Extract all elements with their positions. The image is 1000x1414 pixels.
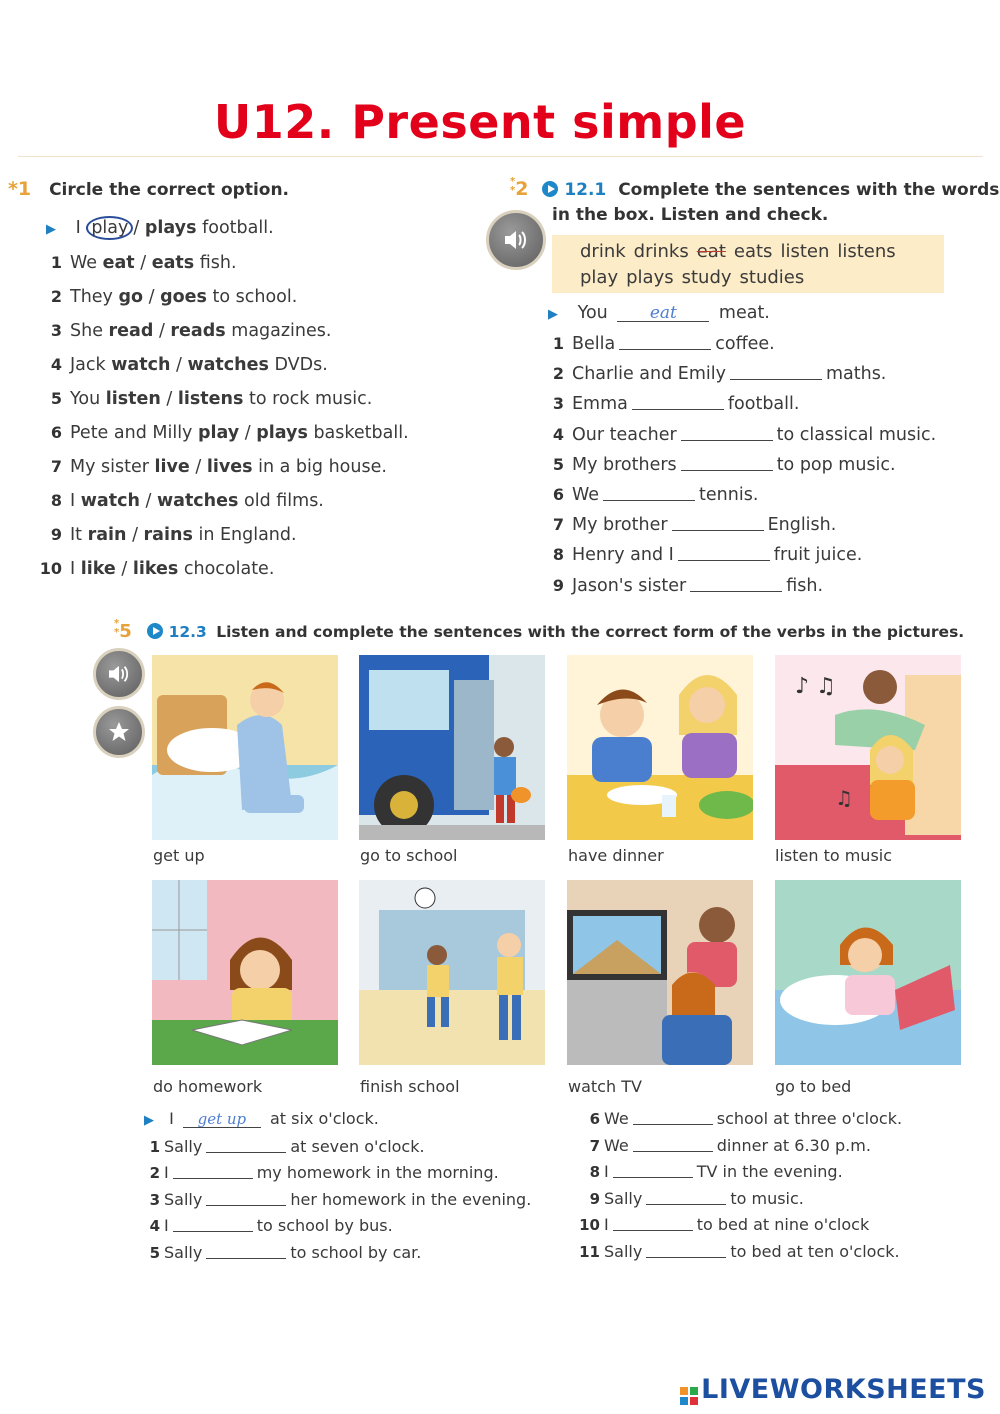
answer-blank[interactable] [672, 514, 764, 531]
item-ending: to bed at ten o'clock. [730, 1241, 900, 1261]
item-subject: Henry and I [572, 545, 674, 566]
item-number: 1 [552, 334, 564, 353]
item-ending: at seven o'clock. [290, 1136, 425, 1156]
item-subject: Pete and Milly [70, 423, 193, 443]
ex1-item: 1 We eat / eats fish. [38, 246, 409, 280]
option-a[interactable]: read [108, 321, 154, 341]
item-ending: to pop music. [776, 454, 896, 475]
answer-blank[interactable] [646, 1241, 726, 1258]
caption-get-up: get up [153, 846, 205, 865]
ex1-list [38, 211, 409, 586]
ex2-header [510, 176, 999, 203]
item-ending: in England. [198, 525, 297, 545]
caption-go-to-bed: go to bed [775, 1077, 852, 1096]
item-subject: Our teacher [572, 424, 677, 445]
word-box-word: play [580, 267, 619, 288]
word-box-word: study [681, 267, 732, 288]
answer-blank[interactable] [681, 454, 773, 471]
word-box-word: drink [580, 241, 626, 262]
picture-do-homework [152, 880, 338, 1065]
item-ending: TV in the evening. [696, 1162, 843, 1182]
liveworksheets-logo: LIVEWORKSHEETS [680, 1374, 986, 1405]
word-box-word: drinks [633, 241, 689, 262]
item-subject: We [604, 1135, 629, 1155]
answer-blank[interactable] [619, 333, 711, 350]
item-ending: old films. [244, 491, 324, 511]
item-number: 3 [552, 394, 564, 414]
item-number: 5 [149, 1243, 160, 1262]
item-subject: We [604, 1109, 629, 1128]
caption-have-dinner: have dinner [568, 846, 664, 865]
caption-listen-to-music: listen to music [775, 846, 893, 865]
item-number: 4 [149, 1217, 160, 1236]
ex5-example: ▶ I get up at six o'clock. [144, 1109, 379, 1128]
item-ending: fish. [786, 575, 824, 596]
ex5-item [578, 1186, 902, 1213]
ex2-instruction-line2: in the box. Listen and check. [552, 205, 829, 225]
answer-blank[interactable] [690, 575, 782, 592]
item-ending: to school by car. [290, 1242, 422, 1262]
caption-watch-tv: watch TV [568, 1077, 642, 1096]
item-subject: Sally [604, 1241, 643, 1261]
item-subject: We [572, 485, 600, 506]
item-subject: Sally [164, 1136, 203, 1156]
ex2-track: 12.1 [564, 180, 607, 200]
option-b[interactable]: reads [170, 321, 226, 341]
option-b[interactable]: goes [160, 287, 207, 307]
item-subject: We [70, 253, 98, 273]
item-number: 10 [579, 1216, 600, 1235]
option-a[interactable]: go [118, 287, 144, 307]
item-number: 9 [552, 575, 564, 595]
answer-blank[interactable] [206, 1242, 286, 1259]
ex2-example-answer: eat [617, 305, 709, 322]
item-subject: You [70, 389, 101, 409]
title-divider [18, 156, 983, 157]
picture-finish-school [359, 880, 545, 1065]
word-box-row [580, 265, 944, 291]
item-subject: Jason's sister [572, 575, 687, 596]
item-ending: dinner at 6.30 p.m. [716, 1135, 871, 1155]
option-b[interactable]: likes [132, 559, 179, 579]
option-a[interactable]: listen [105, 389, 161, 409]
item-number: 8 [589, 1163, 600, 1182]
ex1-example-option[interactable]: plays [144, 218, 197, 238]
ex1-item: 6 Pete and Milly play / plays basketball. [38, 416, 409, 450]
item-ending: DVDs. [274, 355, 328, 375]
option-a[interactable]: rain [87, 525, 127, 545]
item-number: 2 [552, 364, 564, 384]
item-number: 9 [50, 525, 62, 544]
ex5-stars-icon: * * [114, 618, 120, 638]
ex1-instruction: Circle the correct option. [49, 180, 290, 200]
ex5-item [578, 1133, 902, 1160]
ex2-instruction-line1: Complete the sentences with the words [618, 180, 1000, 200]
ex2-example: ▶ You eat meat. [548, 303, 770, 323]
ex5-instruction: Listen and complete the sentences with the correct form of the verbs in the pictures. [216, 623, 965, 641]
item-subject: I [604, 1215, 609, 1235]
answer-blank[interactable] [613, 1214, 693, 1231]
word-box-word: eats [733, 241, 773, 262]
ex5-right-list [578, 1106, 902, 1266]
ex2-item [542, 389, 936, 419]
ex1-item: 5 You listen / listens to rock music. [38, 382, 409, 416]
ex2-item [542, 420, 936, 450]
ex5-item [138, 1213, 531, 1240]
ex5-left-list [138, 1106, 531, 1267]
item-ending: to music. [730, 1188, 804, 1208]
option-b[interactable]: rains [143, 525, 193, 545]
item-subject: Bella [572, 334, 616, 354]
liveworksheets-logo-icon [680, 1387, 698, 1405]
ex2-stars-icon: * * [510, 176, 516, 196]
option-b[interactable]: listens [177, 389, 244, 409]
item-ending: to bed at nine o'clock [696, 1215, 870, 1235]
item-number: 6 [50, 423, 62, 442]
caption-do-homework: do homework [153, 1077, 263, 1096]
ex5-header [114, 619, 964, 645]
ex1-example-option-circled[interactable]: play [86, 216, 133, 240]
item-number: 1 [149, 1137, 160, 1156]
example-arrow-icon: ▶ [46, 222, 56, 237]
option-b[interactable]: lives [206, 457, 253, 477]
ex5-item [138, 1160, 531, 1187]
ex2-audio-play-icon[interactable] [542, 181, 558, 197]
ex2-item [542, 329, 936, 359]
ex1-item: 2 They go / goes to school. [38, 280, 409, 314]
option-a[interactable]: like [80, 559, 116, 579]
answer-blank[interactable] [730, 363, 822, 380]
item-ending: in a big house. [258, 457, 387, 477]
ex1-example: ▶ I play / plays football. [46, 218, 274, 238]
item-ending: school at three o'clock. [716, 1109, 903, 1128]
item-number: 7 [552, 515, 564, 535]
item-ending: maths. [825, 364, 887, 385]
ex2-item [542, 359, 936, 389]
ex2-item [542, 510, 936, 540]
item-subject: Sally [604, 1188, 643, 1208]
answer-blank[interactable] [633, 1108, 713, 1125]
item-number: 1 [50, 253, 62, 272]
item-number: 6 [589, 1110, 600, 1128]
answer-blank[interactable] [678, 544, 770, 561]
option-b[interactable]: plays [256, 423, 308, 443]
item-number: 5 [50, 389, 62, 408]
ex1-item: 9 It rain / rains in England. [38, 518, 409, 552]
ex2-item [542, 540, 936, 570]
item-subject: Sally [164, 1189, 203, 1209]
picture-watch-tv [567, 880, 753, 1065]
item-ending: to classical music. [776, 424, 937, 445]
ex5-item [138, 1240, 531, 1267]
svg-text:♫: ♫ [835, 786, 853, 810]
item-ending: to rock music. [249, 389, 373, 409]
word-box-word: listen [780, 241, 830, 262]
item-subject: I [164, 1163, 169, 1183]
answer-blank[interactable] [206, 1189, 286, 1206]
ex1-item: 4 Jack watch / watches DVDs. [38, 348, 409, 382]
example-arrow-icon: ▶ [548, 307, 558, 322]
item-subject: Jack [70, 355, 106, 375]
svg-text:♪ ♫: ♪ ♫ [795, 674, 836, 699]
item-ending: basketball. [313, 423, 409, 443]
ex1-item: 3 She read / reads magazines. [38, 314, 409, 348]
item-ending: tennis. [699, 485, 759, 506]
ex2-item [542, 571, 936, 601]
item-number: 3 [50, 321, 62, 340]
word-box-row [580, 239, 944, 265]
ex5-item [138, 1134, 531, 1161]
item-subject: My brothers [572, 454, 677, 475]
item-subject: She [70, 321, 103, 341]
ex2-number: 2 [515, 178, 529, 200]
item-number: 4 [50, 355, 62, 374]
word-box-word: listens [837, 241, 896, 262]
answer-blank[interactable] [632, 393, 724, 410]
item-subject: Emma [572, 394, 628, 415]
word-box-word: studies [739, 267, 805, 288]
ex1-item: 10 I like / likes chocolate. [38, 552, 409, 586]
answer-blank[interactable] [613, 1161, 693, 1178]
picture-go-to-school [359, 655, 545, 840]
option-b[interactable]: eats [151, 253, 195, 273]
option-a[interactable]: eat [102, 253, 135, 273]
ex2-word-box [552, 235, 944, 293]
answer-blank[interactable] [206, 1136, 286, 1153]
answer-blank[interactable] [173, 1215, 253, 1232]
item-number: 4 [552, 424, 564, 444]
item-number: 7 [50, 457, 62, 476]
item-subject: They [70, 287, 113, 307]
item-ending: to school by bus. [256, 1216, 393, 1236]
item-subject: I [70, 559, 76, 579]
ex5-item [578, 1159, 902, 1186]
item-ending: my homework in the morning. [256, 1163, 499, 1183]
item-subject: Charlie and Emily [572, 364, 726, 385]
answer-blank[interactable] [603, 484, 695, 501]
star-icon [107, 720, 131, 744]
ex5-example-answer: get up [183, 1111, 261, 1128]
ex5-item [578, 1239, 902, 1266]
item-ending: magazines. [231, 321, 332, 341]
ex1-header [8, 176, 289, 203]
ex5-audio-button[interactable] [93, 648, 145, 700]
item-ending: football. [727, 394, 800, 415]
ex1-number: *1 [8, 178, 32, 200]
answer-blank[interactable] [681, 424, 773, 441]
option-b[interactable]: watches [156, 491, 239, 511]
item-number: 10 [39, 559, 62, 578]
ex1-item: 8 I watch / watches old films. [38, 484, 409, 518]
item-number: 6 [552, 485, 564, 505]
option-b[interactable]: watches [187, 355, 269, 375]
ex5-audio-play-icon[interactable] [147, 623, 163, 639]
example-arrow-icon: ▶ [144, 1113, 154, 1128]
item-number: 9 [589, 1189, 600, 1208]
item-ending: coffee. [715, 334, 775, 354]
ex5-item [578, 1106, 902, 1133]
item-number: 2 [50, 287, 62, 306]
item-number: 11 [579, 1242, 600, 1261]
item-number: 8 [50, 491, 62, 510]
option-a[interactable]: live [154, 457, 190, 477]
ex5-star-button[interactable] [93, 706, 145, 758]
item-ending: her homework in the evening. [290, 1189, 532, 1209]
page-title: U12. Present simple [213, 95, 747, 149]
item-subject: I [604, 1162, 609, 1182]
ex5-track: 12.3 [168, 623, 207, 641]
ex5-number: 5 [119, 621, 132, 642]
item-ending: fish. [199, 253, 237, 273]
item-subject: I [164, 1216, 169, 1236]
item-ending: to school. [212, 287, 298, 307]
picture-get-up [152, 655, 338, 840]
word-box-word: eat [696, 241, 726, 262]
speaker-icon [107, 664, 131, 684]
word-box-word: plays [626, 267, 674, 288]
item-number: 7 [589, 1136, 600, 1155]
item-ending: English. [767, 515, 837, 536]
answer-blank[interactable] [633, 1135, 713, 1152]
ex2-list [542, 298, 936, 601]
item-subject: My brother [572, 515, 668, 536]
ex2-item [542, 450, 936, 480]
option-a[interactable]: play [198, 423, 240, 443]
ex5-item [578, 1212, 902, 1239]
ex5-item [138, 1187, 531, 1214]
item-number: 3 [149, 1190, 160, 1209]
ex1-item: 7 My sister live / lives in a big house. [38, 450, 409, 484]
item-ending: fruit juice. [773, 545, 863, 566]
option-a[interactable]: watch [80, 491, 140, 511]
caption-finish-school: finish school [360, 1077, 460, 1096]
item-subject: Sally [164, 1242, 203, 1262]
ex2-audio-button[interactable] [486, 210, 546, 270]
item-number: 8 [552, 545, 564, 565]
speaker-icon [503, 229, 529, 251]
answer-blank[interactable] [646, 1188, 726, 1205]
answer-blank[interactable] [173, 1162, 253, 1179]
item-subject: It [70, 525, 83, 545]
ex2-item [542, 480, 936, 510]
item-number: 2 [149, 1164, 160, 1183]
caption-go-to-school: go to school [360, 846, 458, 865]
item-ending: chocolate. [183, 559, 275, 579]
item-subject: I [70, 491, 76, 511]
picture-go-to-bed [775, 880, 961, 1065]
option-a[interactable]: watch [111, 355, 171, 375]
picture-have-dinner [567, 655, 753, 840]
picture-listen-to-music [775, 655, 961, 840]
item-subject: My sister [70, 457, 149, 477]
item-number: 5 [552, 454, 564, 474]
